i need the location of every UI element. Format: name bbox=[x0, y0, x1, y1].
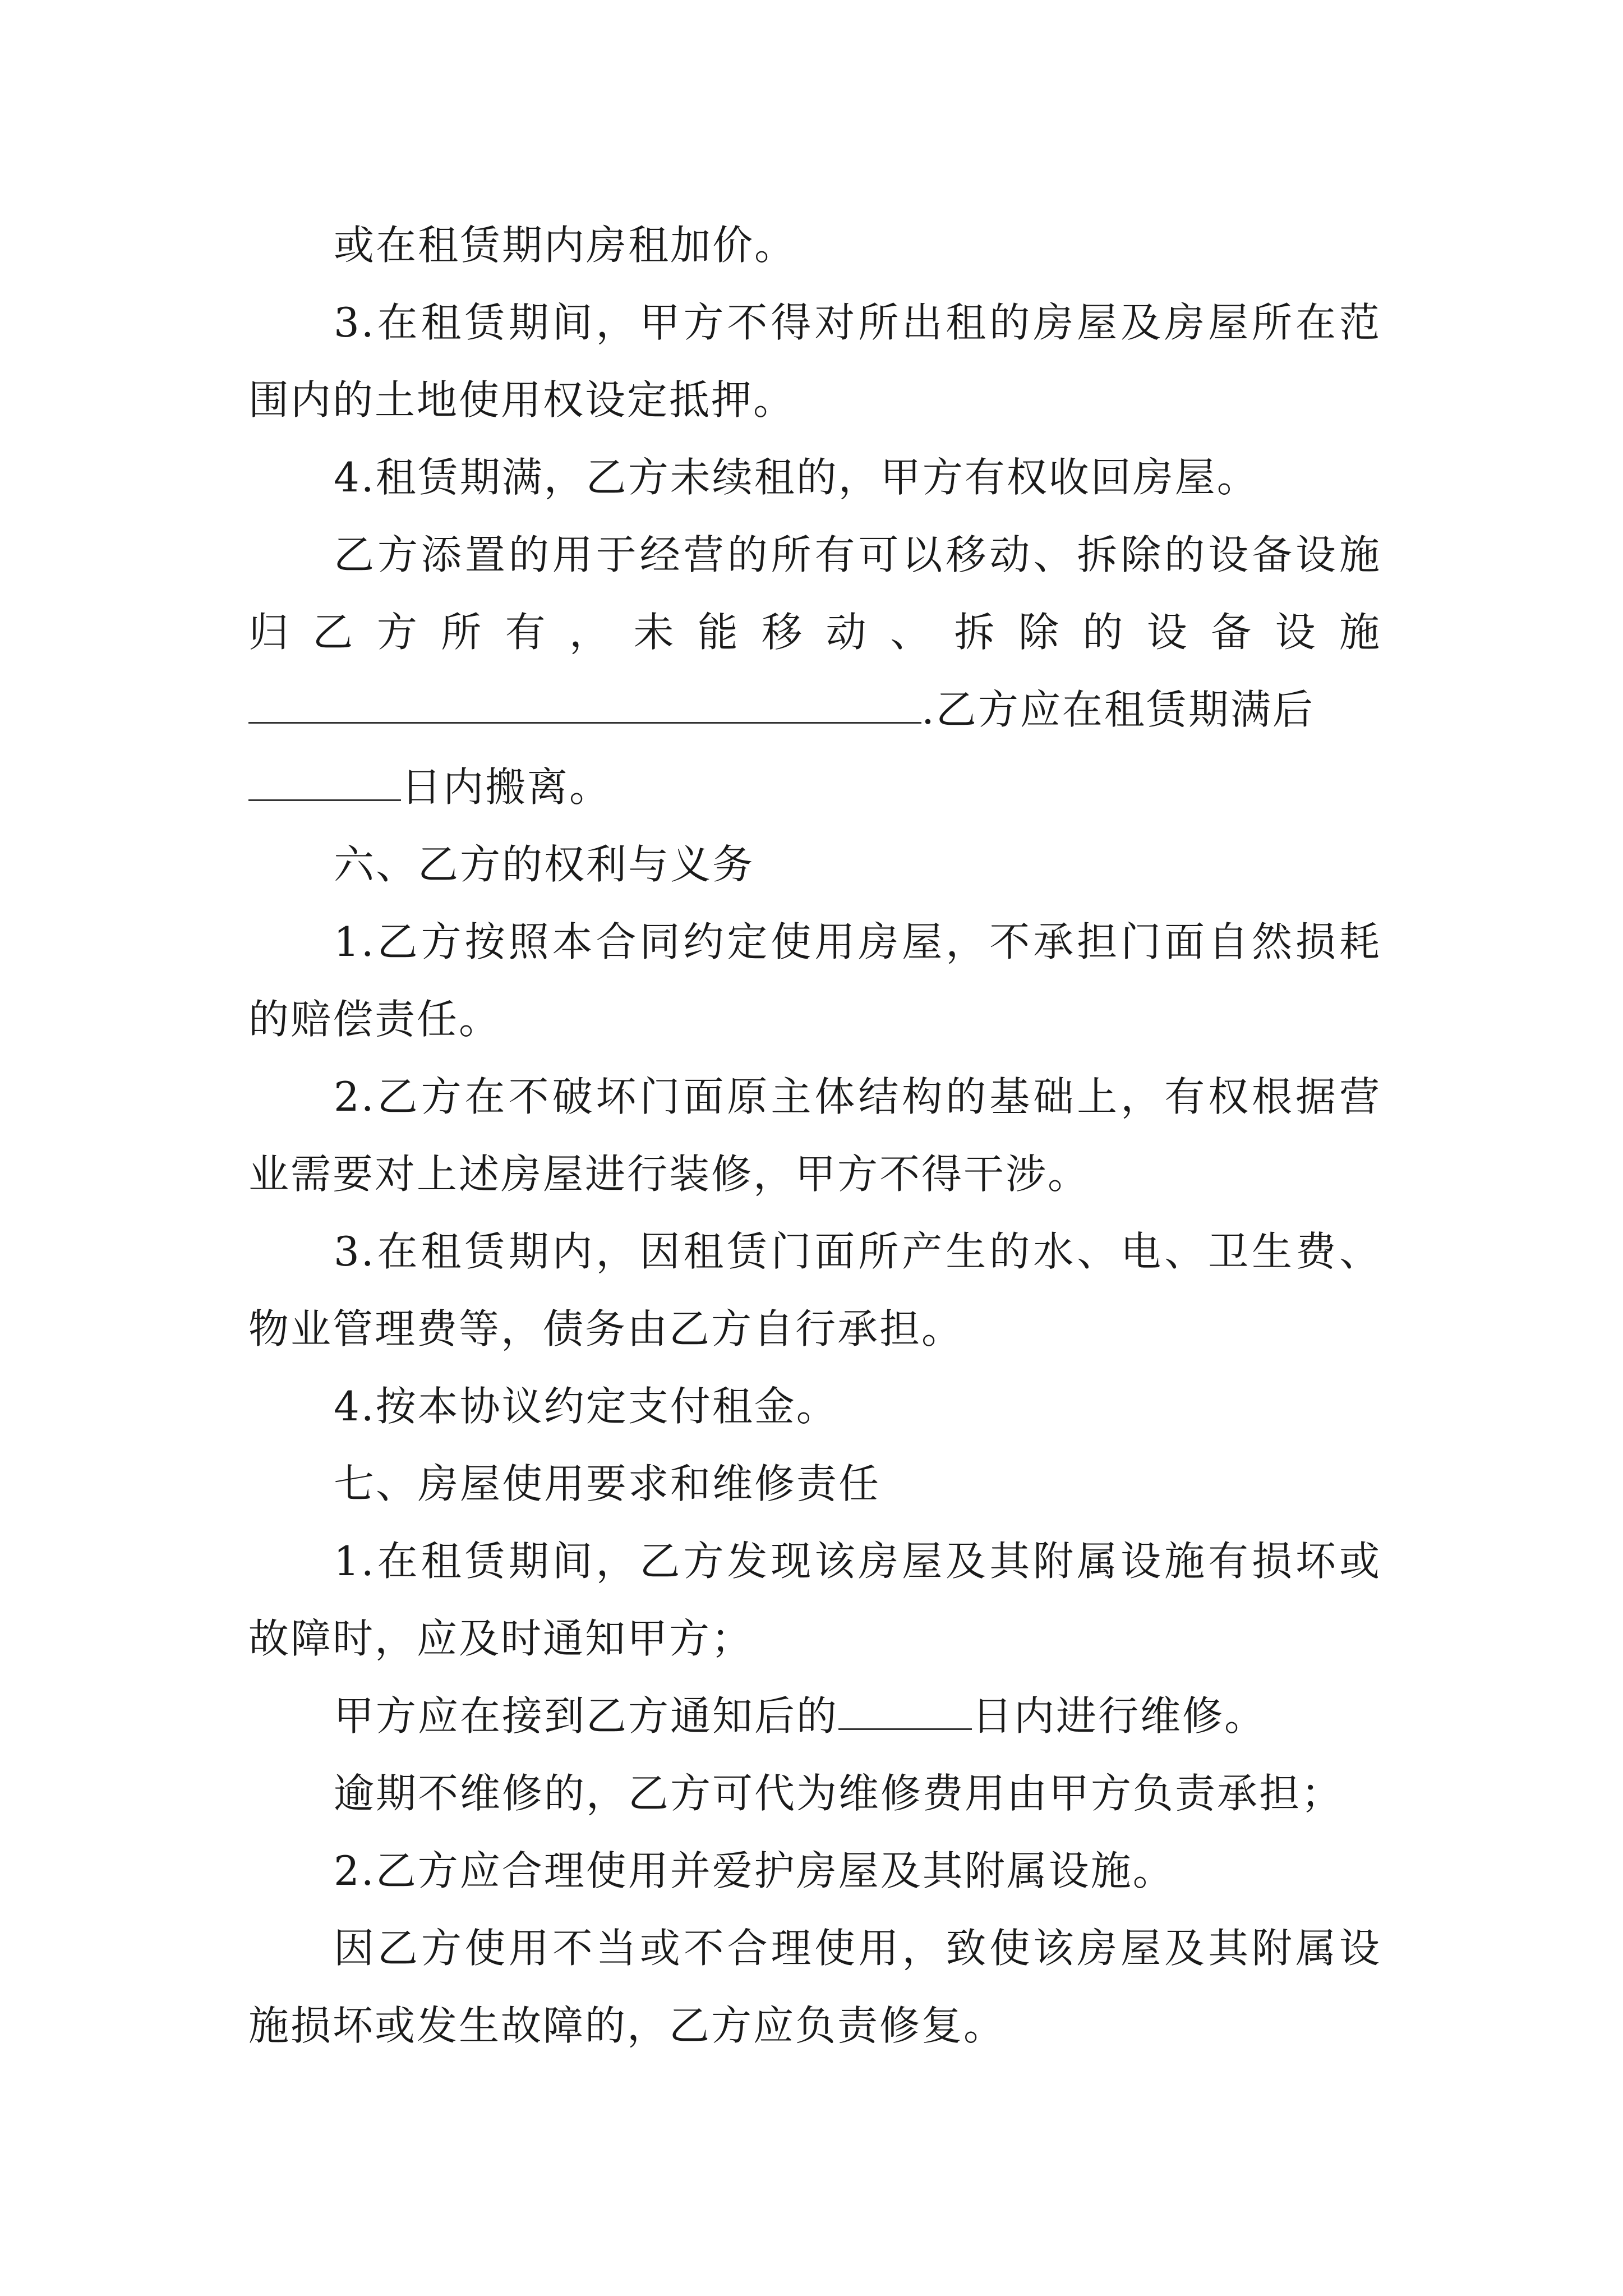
repair-tail-text: 日内进行维修。 bbox=[972, 1692, 1267, 1740]
fill-blank-equipment[interactable] bbox=[248, 682, 921, 724]
paragraph-no-mortgage: 3.在租赁期间，甲方不得对所出租的房屋及房屋所在范围内的土地使用权设定抵押。 bbox=[248, 299, 1381, 424]
paragraph-move-out-line bbox=[248, 671, 1381, 748]
paragraph-lease-expiry: 4.租赁期满，乙方未续租的，甲方有权收回房屋。 bbox=[334, 454, 1259, 501]
paragraph-rent-increase: 或在租赁期内房租加价。 bbox=[334, 222, 797, 269]
paragraph-repair-days bbox=[248, 1677, 1381, 1755]
fill-blank-repair-days[interactable] bbox=[838, 1688, 972, 1730]
move-out-tail-text: 日内搬离。 bbox=[401, 763, 612, 811]
repair-lead-text: 甲方应在接到乙方通知后的 bbox=[334, 1692, 839, 1740]
paragraph-party-b-use: 1.乙方按照本合同约定使用房屋，不承担门面自然损耗的赔偿责任。 bbox=[248, 918, 1381, 1043]
paragraph-party-b-utilities: 3.在租赁期内，因租赁门面所产生的水、电、卫生费、物业管理费等，债务由乙方自行承担。 bbox=[248, 1228, 1381, 1352]
paragraph-overdue-repair: 逾期不维修的，乙方可代为维修费用由甲方负责承担； bbox=[334, 1770, 1344, 1817]
paragraph-damage-notice: 1.在租赁期间，乙方发现该房屋及其附属设施有损坏或故障时，应及时通知甲方； bbox=[248, 1538, 1381, 1662]
paragraph-party-b-renovation: 2.乙方在不破坏门面原主体结构的基础上，有权根据营业需要对上述房屋进行装修，甲方不得干涉。 bbox=[248, 1073, 1381, 1198]
document-body bbox=[248, 206, 1381, 2064]
paragraph-proper-use: 2.乙方应合理使用并爱护房屋及其附属设施。 bbox=[334, 1847, 1175, 1894]
paragraph-party-b-rent: 4.按本协议约定支付租金。 bbox=[334, 1383, 838, 1430]
paragraph-improper-use: 因乙方使用不当或不合理使用，致使该房屋及其附属设施损坏或发生故障的，乙方应负责修复。 bbox=[248, 1925, 1381, 2049]
move-out-lead-text: .乙方应在租赁期满后 bbox=[921, 686, 1315, 733]
section-heading-maintenance: 七、房屋使用要求和维修责任 bbox=[334, 1460, 881, 1507]
paragraph-move-out-days bbox=[248, 748, 1381, 826]
paragraph-equipment-ownership: 乙方添置的用于经营的所有可以移动、拆除的设备设施归乙方所有，未能移动、拆除的设备设施 bbox=[248, 531, 1381, 656]
fill-blank-move-out-days[interactable] bbox=[248, 759, 401, 801]
section-heading-party-b-rights: 六、乙方的权利与义务 bbox=[334, 841, 755, 888]
